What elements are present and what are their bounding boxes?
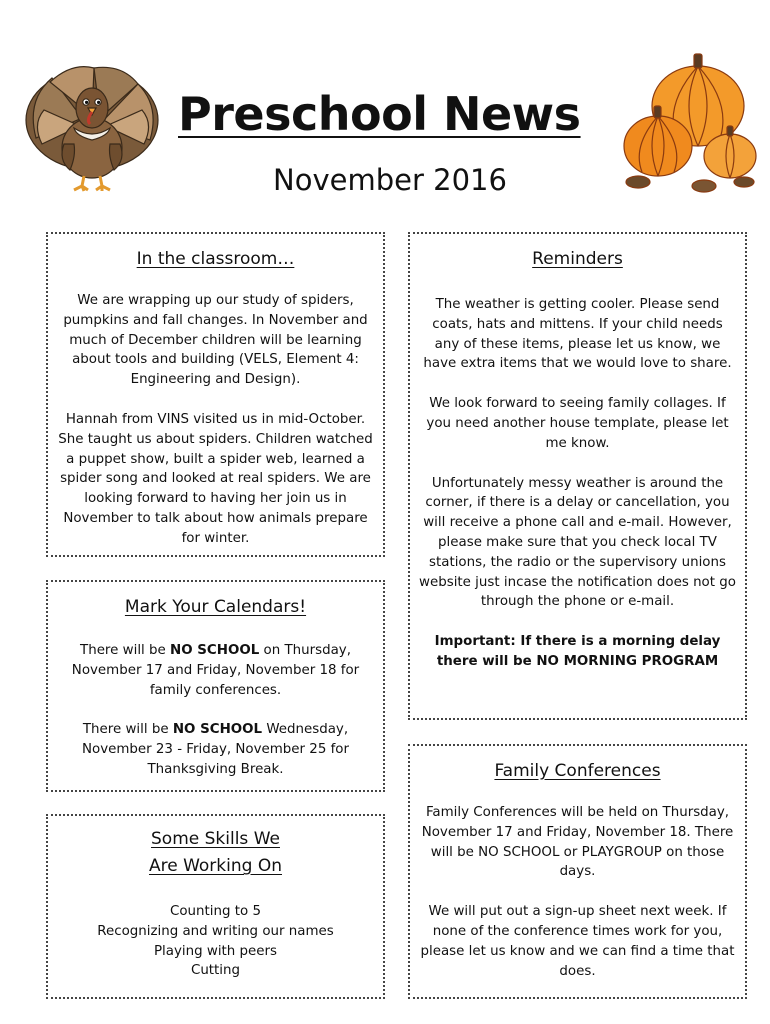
classroom-paragraph-2: Hannah from VINS visited us in mid-October. She taught us about spiders. Children watched a puppet show, built a spider web, learned a spider song and looked at real spiders. We are looking forward to having her join us in November to talk about how animals prepare for winter.: [58, 411, 373, 546]
skill-item: Counting to 5: [170, 904, 261, 919]
newsletter-title: Preschool News: [178, 87, 581, 141]
reminders-heading: Reminders: [532, 249, 623, 269]
family-paragraph-2: We will put out a sign-up sheet next week. If none of the conference times work for you, please let us know and we can find a time that does.: [420, 904, 735, 979]
skill-item: Recognizing and writing our names: [97, 923, 334, 939]
turkey-illustration: [22, 60, 162, 192]
skill-item: Cutting: [190, 963, 241, 979]
reminders-section: [408, 232, 747, 720]
classroom-paragraph-1: We are wrapping up our study of spiders, pumpkins and fall changes. In November and much of December children will be learning about tools and building (VELS, Element 4: Engineering and Design).: [63, 293, 368, 388]
calendars-paragraph-2: There will be NO SCHOOL Wednesday, November 23 - Friday, November 25 for Thanksgiving Break.: [81, 722, 350, 777]
classroom-heading: In the classroom…: [136, 249, 295, 269]
skills-section: [46, 814, 385, 999]
family-conferences-section: [408, 744, 747, 999]
calendars-paragraph-1: There will be NO SCHOOL on Thursday, November 17 and Friday, November 18 for family conferences.: [71, 643, 360, 698]
skill-item: Playing with peers: [153, 943, 277, 959]
pumpkins-illustration: [618, 48, 763, 194]
reminders-paragraph-1: The weather is getting cooler. Please send coats, hats and mittens. If your child needs any of these items, please let us know, we have extra items that we would love to share.: [423, 297, 732, 372]
calendars-heading: Mark Your Calendars!: [124, 597, 307, 617]
newsletter-date: November 2016: [273, 163, 507, 197]
reminders-paragraph-2: We look forward to seeing family collages. If you need another house template, please let me know.: [426, 396, 729, 451]
classroom-section: [46, 232, 385, 557]
reminders-important-note: Important: If there is a morning delay there will be NO MORNING PROGRAM: [434, 634, 721, 669]
reminders-paragraph-3: Unfortunately messy weather is around the corner, if there is a delay or cancellation, you will receive a phone call and e-mail. However, please make sure that you check local TV stations, the radio or the supervisory unions website just incase the notification does not go through the phone or e-mail.: [419, 475, 736, 610]
skills-heading: Some Skills We Are Working On: [148, 829, 282, 876]
family-conferences-heading: Family Conferences: [494, 761, 661, 781]
family-paragraph-1: Family Conferences will be held on Thursday, November 17 and Friday, November 18. There will be NO SCHOOL or PLAYGROUP on those days.: [421, 805, 734, 880]
calendars-section: [46, 580, 385, 792]
